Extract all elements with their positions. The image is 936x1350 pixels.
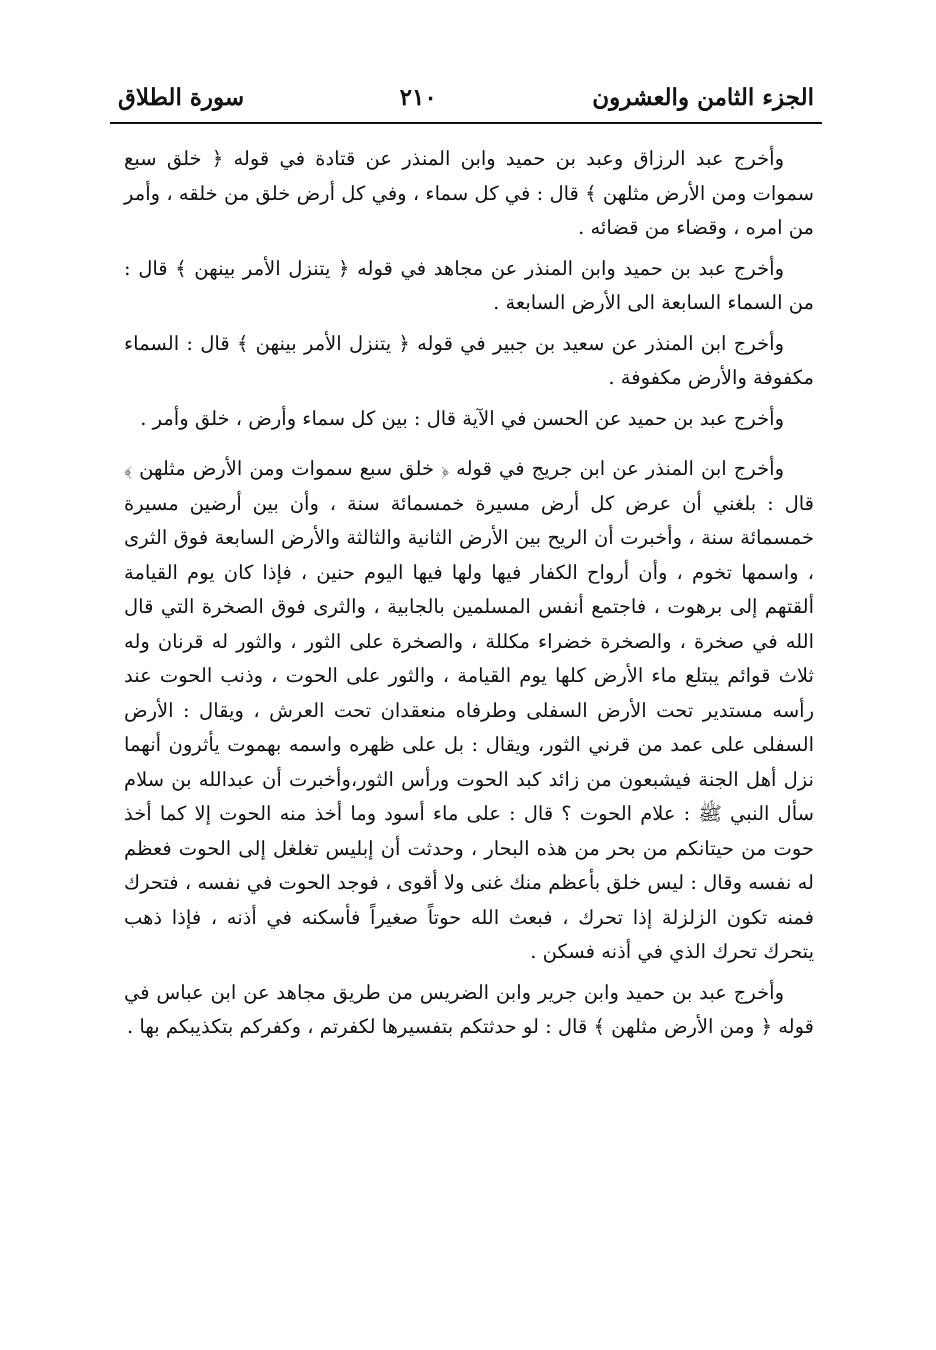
paragraph: وأخرج ابن المنذر عن ابن جريج في قوله ﴿ خلق سبع سموات ومن الأرض مثلهن ﴾ قال : بلغني أن عرض كل أرض مسيرة خمسمائة سنة ، وأن بين أرضين مسيرة خمسمائة سنة ، وأخبرت أن الريح بين الأرض الثانية والثالثة والأرض السابعة فوق الثرى ، واسمها تخوم ، وأن أرواح الكفار فيها ولها فيها اليوم حنين ، فإذا كان يوم القيامة ألقتهم إلى برهوت ، فاجتمع أنفس المسلمين بالجابية ، والثرى فوق الصخرة التي قال الله في صخرة ، والصخرة خضراء مكللة ، والصخرة على الثور ، والثور له قرنان وله ثلاث قوائم يبتلع ماء الأرض كلها يوم القيامة ، والثور على الحوت ، وذنب الحوت عند رأسه مستدير تحت الأرض السفلى وطرفاه منعقدان تحت العرش ، ويقال : الأرض السفلى على عمد من قرني الثور، ويقال : بل على ظهره واسمه بهموت يأثرون أنهما نزل أهل الجنة فيشبعون من زائد كبد الحوت ورأس الثور،وأخبرت أن عبدالله بن سلام سأل النبي ﷺ : علام الحوت ؟ قال : على ماء أسود وما أخذ منه الحوت إلا كما أخذ حوت من حيتانكم من بحر من هذه البحار ، وحدثت أن إبليس تغلغل إلى الحوت فعظم له نفسه وقال : ليس خلق بأعظم منك غنى ولا أقوى ، فوجد الحوت في نفسه ، فتحرك فمنه تكون الزلزلة إذا تحرك ، فبعث الله حوتاً صغيراً فأسكنه في أذنه ، فإذا ذهب يتحرك تحرك الذي في أذنه فسكن . [124,457,815,963]
book-page [110,78,822,1051]
page-body [110,142,822,1045]
paragraph: وأخرج عبد الرزاق وعبد بن حميد وابن المنذر عن قتادة في قوله ﴿ خلق سبع سموات ومن الأرض مثلهن ﴾ قال : في كل سماء ، وفي كل أرض خلق من خلقه ، وأمر من امره ، وقضاء من قضائه . [124,147,814,239]
paragraph: وأخرج عبد بن حميد وابن المنذر عن مجاهد في قوله ﴿ يتنزل الأمر بينهن ﴾ قال : من السماء السابعة الى الأرض السابعة . [124,256,814,314]
paragraph: وأخرج عبد بن حميد وابن جرير وابن الضريس من طريق مجاهد عن ابن عباس في قوله ﴿ ومن الأرض مثلهن ﴾ قال : لو حدثتكم بتفسيرها لكفرتم ، وكفركم بتكذيبكم بها . [124,980,814,1038]
paragraph: وأخرج عبد بن حميد عن الحسن في الآية قال : بين كل سماء وأرض ، خلق وأمر . [140,406,784,430]
page-number: ٢١٠ [399,84,437,111]
header-rule [110,122,822,124]
running-header [110,78,822,122]
part-label: الجزء الثامن والعشرون [592,84,814,111]
paragraph: وأخرج ابن المنذر عن سعيد بن جبير في قوله ﴿ يتنزل الأمر بينهن ﴾ قال : السماء مكفوفة والأرض مكفوفة . [124,331,814,389]
surah-label: سورة الطلاق [118,84,245,111]
